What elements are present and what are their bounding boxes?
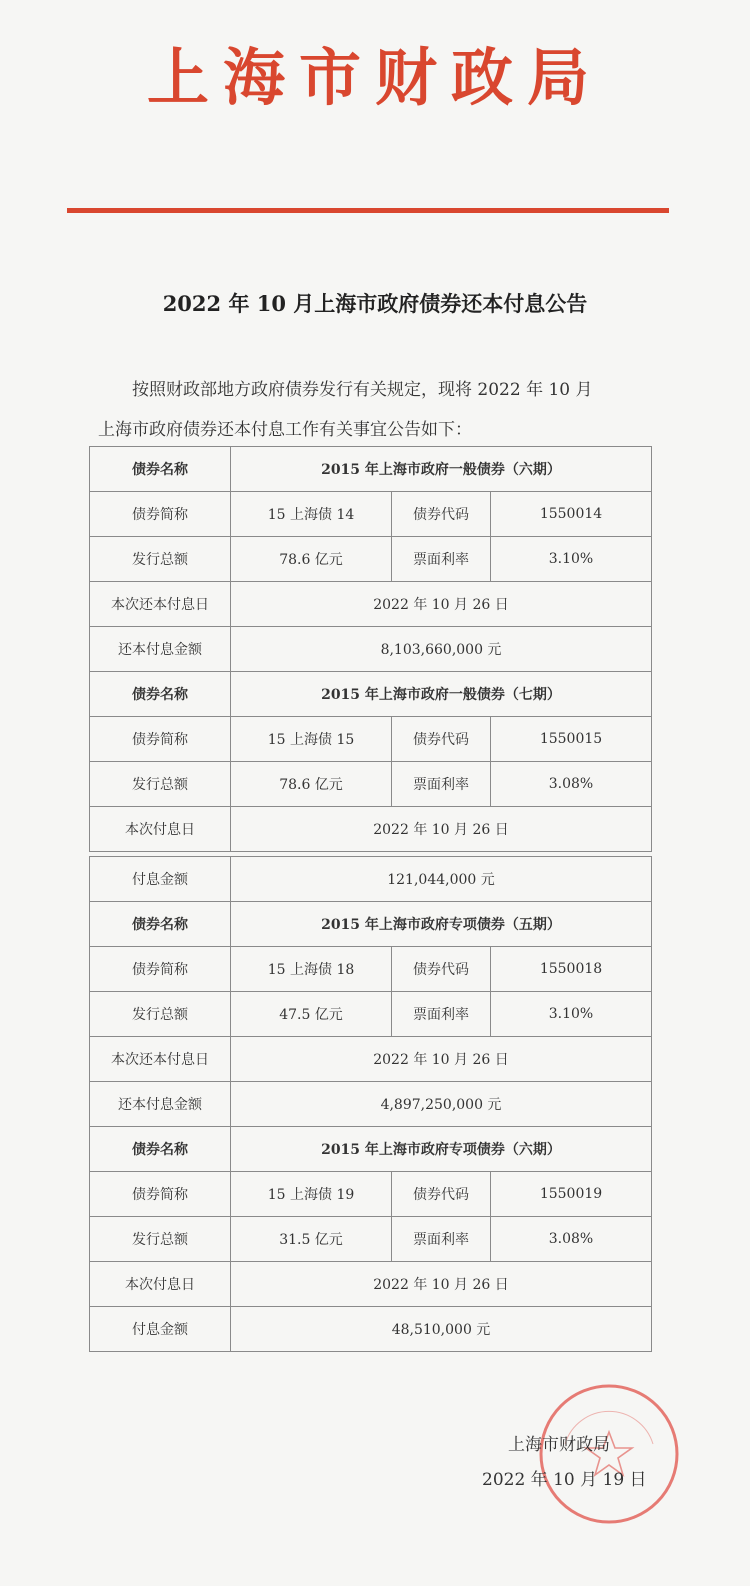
cell-bond-short: 15 上海债 14 xyxy=(231,492,392,537)
cell-label-short: 债券简称 xyxy=(90,492,231,537)
table-row xyxy=(90,492,652,537)
table-row xyxy=(90,1307,652,1352)
cell-bond-rate: 3.08% xyxy=(491,762,652,807)
cell-label-date: 本次还本付息日 xyxy=(90,1037,231,1082)
table-row xyxy=(90,947,652,992)
intro-paragraph xyxy=(98,370,658,450)
table-row xyxy=(90,672,652,717)
cell-bond-date: 2022 年 10 月 26 日 xyxy=(231,807,652,852)
table-row xyxy=(90,1082,652,1127)
cell-label-rate: 票面利率 xyxy=(392,1217,491,1262)
cell-label-rate: 票面利率 xyxy=(392,537,491,582)
cell-label-total: 发行总额 xyxy=(90,1217,231,1262)
cell-bond-amount: 121,044,000 元 xyxy=(231,857,652,902)
cell-bond-amount: 48,510,000 元 xyxy=(231,1307,652,1352)
cell-label-code: 债券代码 xyxy=(392,492,491,537)
cell-label-short: 债券简称 xyxy=(90,947,231,992)
cell-bond-amount: 4,897,250,000 元 xyxy=(231,1082,652,1127)
table-row xyxy=(90,582,652,627)
cell-label-total: 发行总额 xyxy=(90,992,231,1037)
bond-table-part-1 xyxy=(89,446,652,852)
table-row xyxy=(90,537,652,582)
cell-bond-short: 15 上海债 18 xyxy=(231,947,392,992)
cell-label-amount: 还本付息金额 xyxy=(90,1082,231,1127)
letterhead-rule xyxy=(67,208,669,213)
table-row xyxy=(90,1037,652,1082)
cell-bond-rate: 3.10% xyxy=(491,992,652,1037)
cell-bond-total: 47.5 亿元 xyxy=(231,992,392,1037)
cell-bond-rate: 3.08% xyxy=(491,1217,652,1262)
cell-label-name: 债券名称 xyxy=(90,902,231,947)
document-title: 2022 年 10 月上海市政府债券还本付息公告 xyxy=(162,291,588,316)
cell-bond-total: 78.6 亿元 xyxy=(231,762,392,807)
cell-label-name: 债券名称 xyxy=(90,447,231,492)
table-row xyxy=(90,902,652,947)
table-row xyxy=(90,447,652,492)
cell-label-total: 发行总额 xyxy=(90,762,231,807)
signature-date: 2022 年 10 月 19 日 xyxy=(482,1470,647,1490)
table-row xyxy=(90,1172,652,1217)
signature-org: 上海市财政局 xyxy=(508,1435,610,1455)
intro-line-1: 按照财政部地方政府债券发行有关规定，现将 2022 年 10 月 xyxy=(132,380,593,400)
table-row xyxy=(90,992,652,1037)
letterhead-title: 上海市财政局 xyxy=(146,41,603,114)
table-row xyxy=(90,762,652,807)
cell-bond-date: 2022 年 10 月 26 日 xyxy=(231,1262,652,1307)
table-row xyxy=(90,1262,652,1307)
cell-bond-code: 1550019 xyxy=(491,1172,652,1217)
cell-label-code: 债券代码 xyxy=(392,717,491,762)
cell-bond-date: 2022 年 10 月 26 日 xyxy=(231,582,652,627)
table-row xyxy=(90,717,652,762)
cell-label-name: 债券名称 xyxy=(90,672,231,717)
cell-bond-code: 1550015 xyxy=(491,717,652,762)
cell-bond-rate: 3.10% xyxy=(491,537,652,582)
table-row xyxy=(90,807,652,852)
cell-bond-name: 2015 年上海市政府专项债券（五期） xyxy=(231,902,652,947)
cell-bond-total: 78.6 亿元 xyxy=(231,537,392,582)
cell-bond-name: 2015 年上海市政府专项债券（六期） xyxy=(231,1127,652,1172)
cell-label-rate: 票面利率 xyxy=(392,762,491,807)
cell-bond-short: 15 上海债 15 xyxy=(231,717,392,762)
cell-label-name: 债券名称 xyxy=(90,1127,231,1172)
cell-label-total: 发行总额 xyxy=(90,537,231,582)
intro-line-2: 上海市政府债券还本付息工作有关事宜公告如下： xyxy=(98,420,472,440)
cell-label-amount: 付息金额 xyxy=(90,857,231,902)
cell-label-code: 债券代码 xyxy=(392,1172,491,1217)
table-row xyxy=(90,857,652,902)
cell-bond-code: 1550018 xyxy=(491,947,652,992)
table-row xyxy=(90,1217,652,1262)
cell-bond-short: 15 上海债 19 xyxy=(231,1172,392,1217)
cell-label-rate: 票面利率 xyxy=(392,992,491,1037)
cell-label-short: 债券简称 xyxy=(90,1172,231,1217)
cell-bond-code: 1550014 xyxy=(491,492,652,537)
cell-label-amount: 还本付息金额 xyxy=(90,627,231,672)
cell-bond-name: 2015 年上海市政府一般债券（六期） xyxy=(231,447,652,492)
bond-table-part-2 xyxy=(89,856,652,1352)
cell-bond-amount: 8,103,660,000 元 xyxy=(231,627,652,672)
cell-label-date: 本次还本付息日 xyxy=(90,582,231,627)
table-row xyxy=(90,1127,652,1172)
cell-bond-total: 31.5 亿元 xyxy=(231,1217,392,1262)
table-row xyxy=(90,627,652,672)
cell-label-date: 本次付息日 xyxy=(90,1262,231,1307)
cell-label-date: 本次付息日 xyxy=(90,807,231,852)
cell-bond-date: 2022 年 10 月 26 日 xyxy=(231,1037,652,1082)
cell-label-code: 债券代码 xyxy=(392,947,491,992)
cell-label-short: 债券简称 xyxy=(90,717,231,762)
cell-label-amount: 付息金额 xyxy=(90,1307,231,1352)
cell-bond-name: 2015 年上海市政府一般债券（七期） xyxy=(231,672,652,717)
